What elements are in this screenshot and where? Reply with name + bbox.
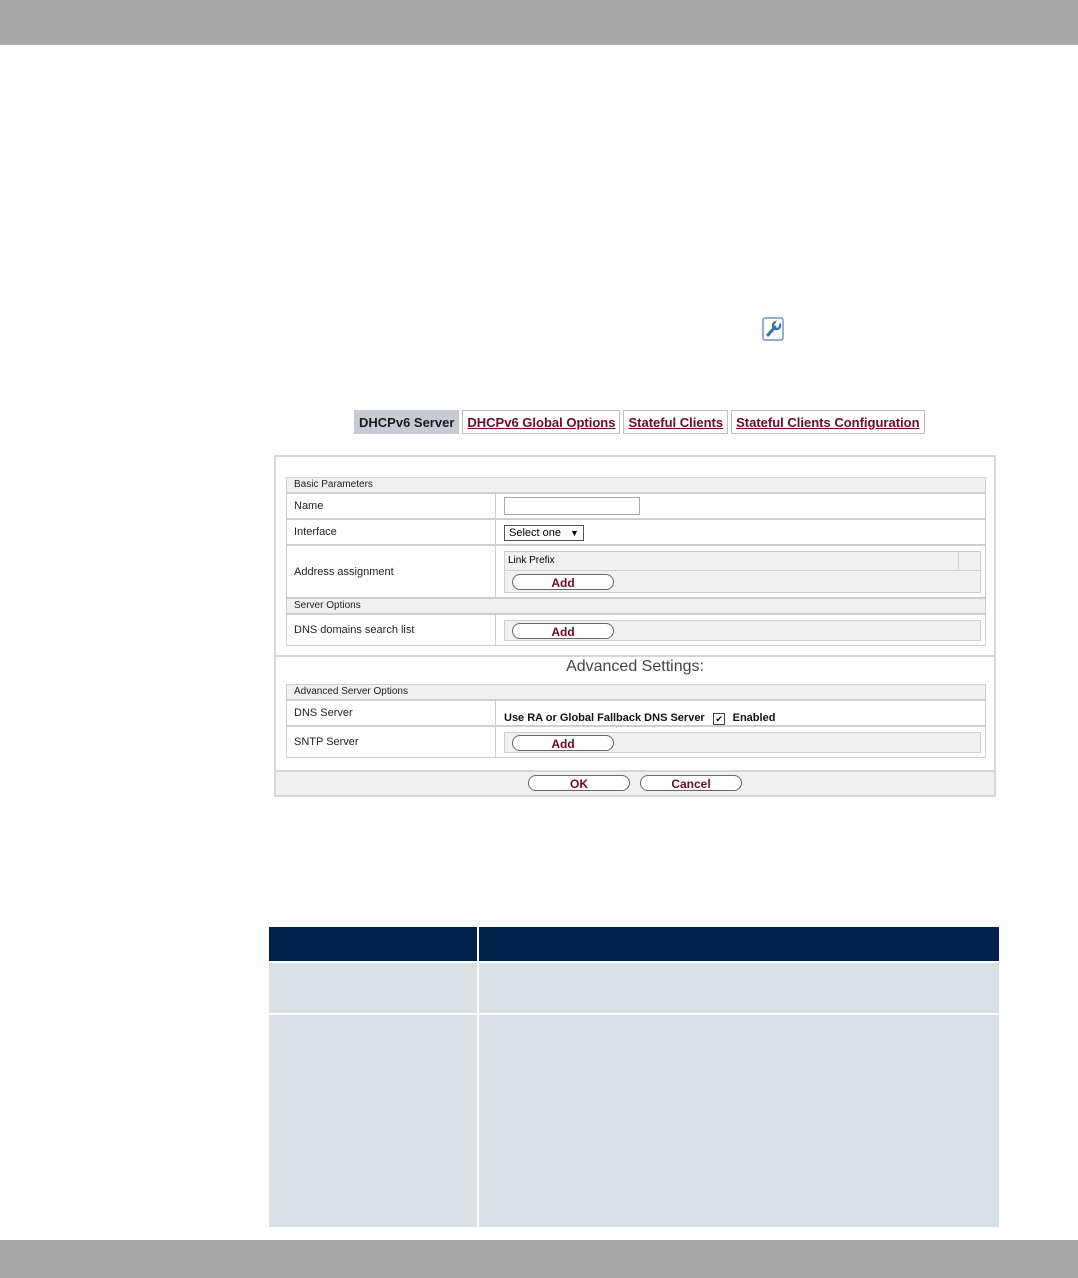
table-cell	[479, 963, 999, 1013]
sntp-server-list	[504, 732, 981, 753]
link-prefix-header: Link Prefix	[505, 552, 959, 571]
cancel-button[interactable]: Cancel	[640, 775, 742, 791]
add-dns-domain-button[interactable]: Add	[512, 623, 614, 639]
tab-stateful-clients[interactable]: Stateful Clients	[623, 410, 728, 434]
name-label: Name	[286, 493, 496, 519]
top-bar	[0, 0, 1078, 45]
dhcpv6-server-form	[274, 455, 996, 797]
dns-server-mode-text: Use RA or Global Fallback DNS Server	[504, 712, 705, 724]
name-value-cell	[495, 493, 986, 519]
basic-parameters-header: Basic Parameters	[286, 477, 986, 493]
add-link-prefix-button[interactable]: Add	[512, 574, 614, 590]
form-footer	[276, 770, 994, 795]
link-prefix-list	[504, 551, 981, 593]
interface-value-cell	[495, 519, 986, 545]
address-assignment-cell	[495, 545, 986, 598]
description-table	[269, 927, 999, 1227]
table-row	[269, 1013, 999, 1227]
sntp-server-label: SNTP Server	[286, 726, 496, 758]
dns-server-value	[504, 708, 775, 726]
bottom-bar	[0, 1240, 1078, 1278]
checkbox-checked-icon[interactable]: ✔	[713, 713, 725, 725]
description-header-field	[269, 927, 479, 961]
ok-button[interactable]: OK	[528, 775, 630, 791]
table-cell	[269, 963, 479, 1013]
advanced-settings-title[interactable]: Advanced Settings:	[566, 658, 704, 675]
dns-domains-list	[504, 620, 981, 641]
table-cell	[269, 1015, 479, 1227]
dropdown-arrow-icon: ▼	[570, 528, 579, 538]
name-input[interactable]	[504, 497, 640, 515]
dns-server-cell	[495, 700, 986, 726]
interface-label: Interface	[286, 519, 496, 545]
advanced-server-options-header: Advanced Server Options	[286, 684, 986, 700]
address-assignment-label: Address assignment	[286, 545, 496, 598]
interface-select[interactable]	[504, 525, 584, 541]
link-prefix-action-header	[958, 552, 982, 571]
dns-server-enabled-label: Enabled	[732, 712, 776, 724]
dns-domains-cell	[495, 614, 986, 646]
interface-select-value: Select one	[509, 527, 561, 539]
server-options-header: Server Options	[286, 598, 986, 614]
wrench-icon[interactable]	[762, 317, 784, 341]
tab-dhcpv6-server[interactable]: DHCPv6 Server	[354, 410, 459, 434]
description-table-header	[269, 927, 999, 961]
dns-domains-label: DNS domains search list	[286, 614, 496, 646]
sntp-server-cell	[495, 726, 986, 758]
table-row	[269, 961, 999, 1013]
advanced-divider	[276, 655, 994, 657]
dns-server-label: DNS Server	[286, 700, 496, 726]
table-cell	[479, 1015, 999, 1227]
tab-stateful-clients-configuration[interactable]: Stateful Clients Configuration	[731, 410, 924, 434]
add-sntp-server-button[interactable]: Add	[512, 735, 614, 751]
tab-dhcpv6-global-options[interactable]: DHCPv6 Global Options	[462, 410, 620, 434]
tab-bar	[354, 410, 925, 434]
